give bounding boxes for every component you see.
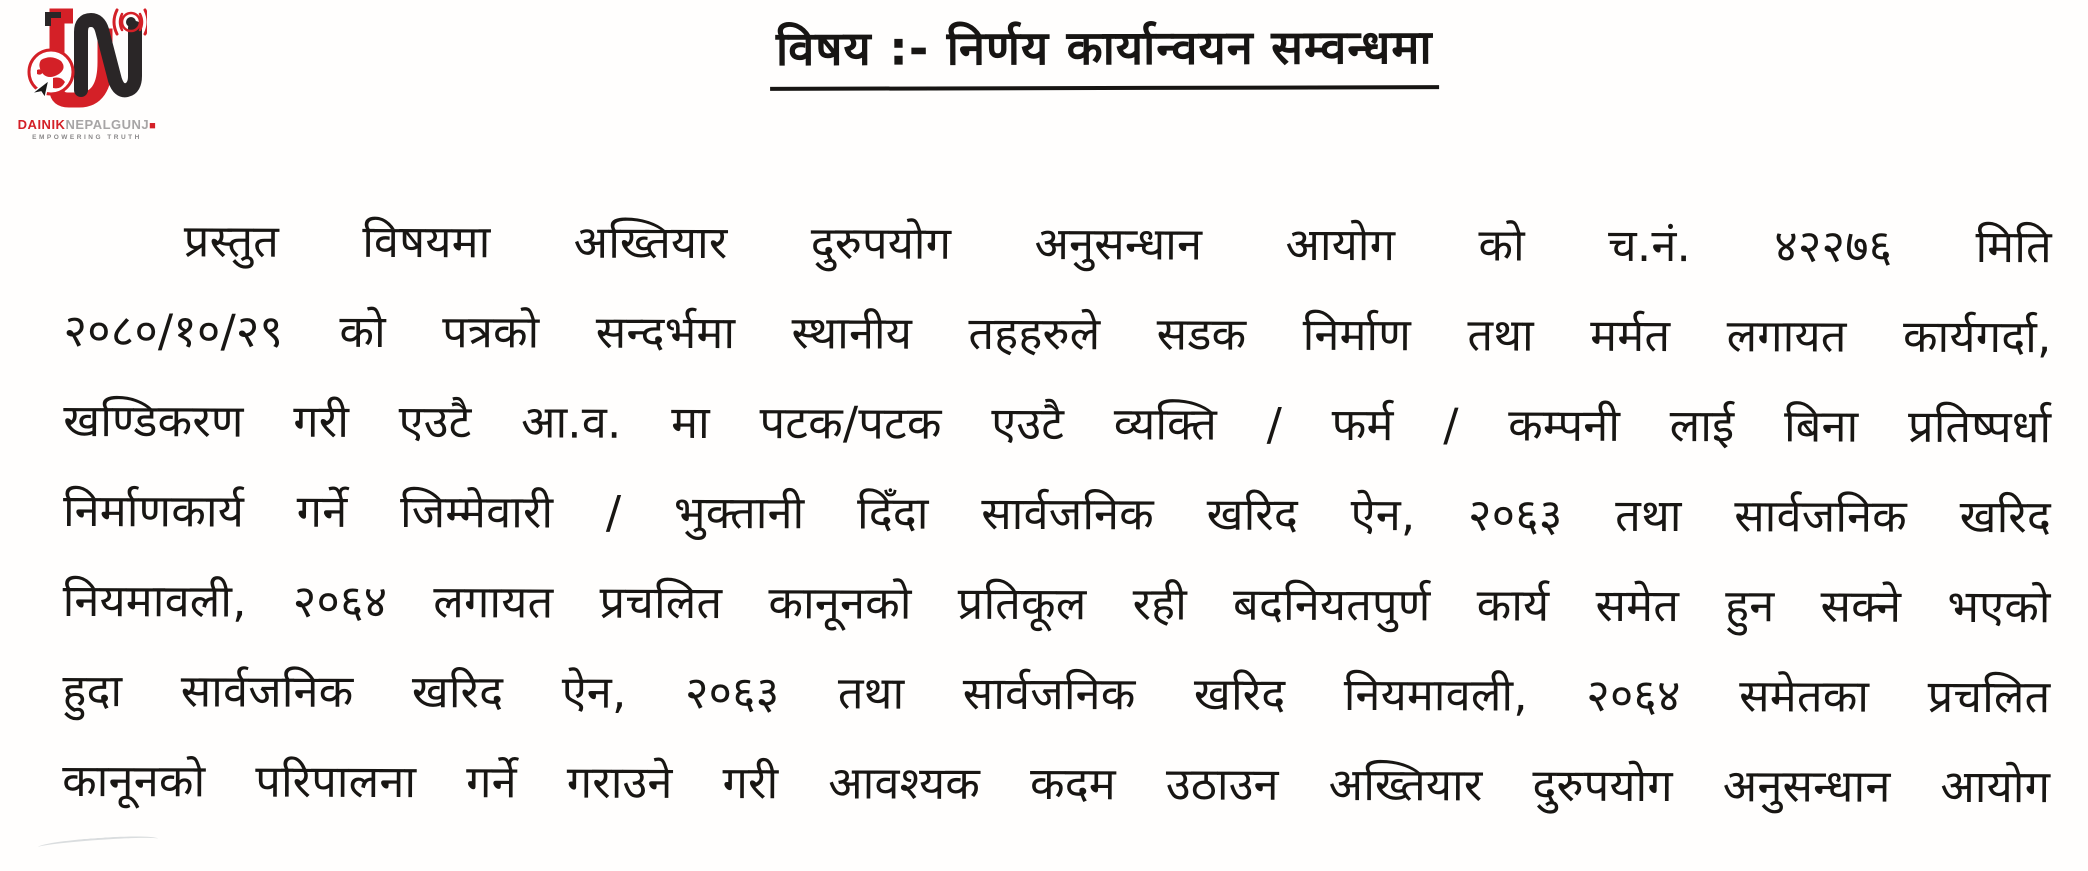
page-title: विषय :- निर्णय कार्यान्वयन सम्वन्धमा — [770, 13, 1439, 91]
body-line: हुदा सार्वजनिक खरिद ऐन, २०६३ तथा सार्वजनिक खरिद नियमावली, २०६४ समेतका प्रचलित — [62, 663, 2051, 724]
logo-wordmark — [12, 118, 162, 132]
body-line: खण्डिकरण गरी एउटै आ.व. मा पटक/पटक एउटै व्यक्ति / फर्म / कम्पनी लाई बिना प्रतिष्पर्धा — [63, 393, 2052, 454]
logo-tagline: EMPOWERING TRUTH — [32, 134, 142, 142]
logo-wordmark-primary: DAINIK — [17, 117, 66, 132]
scan-smudge — [38, 834, 158, 852]
title-row — [0, 14, 2088, 90]
letter-body — [62, 196, 2052, 832]
logo-wordmark-secondary: NEPALGUNJ — [65, 117, 150, 132]
body-line: कानूनको परिपालना गर्ने गराउने गरी आवश्यक कदम उठाउन अख्तियार दुरुपयोग अनुसन्धान आयोग — [62, 753, 2051, 814]
body-line: नियमावली, २०६४ लगायत प्रचलित कानूनको प्रतिकूल रही बदनियतपुर्ण कार्य समेत हुन सक्ने भएको — [62, 573, 2051, 634]
logo-red-square: ■ — [149, 120, 157, 132]
body-line: २०८०/१०/२९ को पत्रको सन्दर्भमा स्थानीय तहहरुले सडक निर्माण तथा मर्मत लगायत कार्यगर्दा, — [63, 303, 2052, 364]
body-line: प्रस्तुत विषयमा अख्तियार दुरुपयोग अनुसन्धान आयोग को च.नं. ४२२७६ मिति — [183, 214, 2052, 274]
body-line: निर्माणकार्य गर्ने जिम्मेवारी / भुक्तानी दिँदा सार्वजनिक खरिद ऐन, २०६३ तथा सार्वजनिक खरिद — [62, 483, 2052, 544]
